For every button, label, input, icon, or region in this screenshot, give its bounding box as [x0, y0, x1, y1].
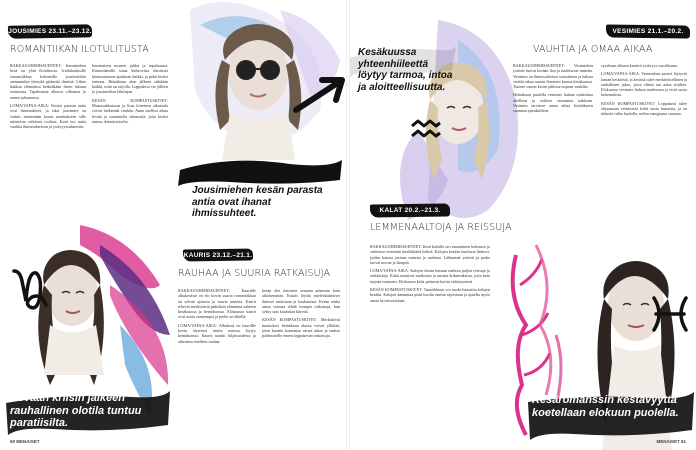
section-headline: VAUHTIA JA OMAA AIKAA	[533, 44, 653, 55]
pull-quote: Kevään kriisin jälkeen rauhallinen olotila tuntuu paratiisilta.	[10, 392, 142, 430]
paragraph: LOMA/VAPAA-AIKA: Kalojen kesän lomaan mahtuu paljon reissuja ja seikkailuja. Kalat nauttivat matkoista ja uusista kokemuksista, joita kesä tarjoaa runsaasti. Elokuussa kalat palaavat kotiin virkistyneinä.	[370, 268, 490, 284]
paragraph: RAKKAUS/IHMISSUHTEET: Jousimiehen kesä on yhtä ilotulitusta. Ivailuhaluisille romantiikkaa kokeneille jousimiehiin aiemminkin yhteyttä pitäneitä ihmisiä. Lähes hukkaa elämäässä hetkeäkään lisein lukuun etoimaata. Tapahtumat alkavat vilkastua jo ennen juhannusta.	[10, 63, 86, 100]
article-column	[262, 288, 340, 443]
article-column	[601, 63, 687, 241]
paragraph: harvinaisen moneet juhlat ja tapahtumat. Kiinnittämillä sinua kiehtovista ihmisistä kiinnostuneen ajatuksen kaikki, ja pidät kesäsi rentona. Heinäkuun alun jälkeen nähdään kaikki, mitä on tarjolla. Loppukesä vie jälleen jo jousimiehen lähtöajan.	[92, 63, 168, 95]
paragraph: KESÄN KOMPASTUSKIVET: Merkittävät muutokset heinäkuun alussa voivat yllättää, joten kauriin kannattaa varata aikaa ja rauhaa pohtimiselle ennen loppukesän ratkaisuja.	[262, 317, 340, 339]
paragraph: RAKKAUS/IHMISSUHTEET: Vesimiehen ystävät tuovat kesään iloa ja tuulettavat tunteita. Vesimies on ihmissuhteissa sosiaalinen ja haluaa viettää aikaa uusien ihmisten kanssa kesäkuussa. Tunteet saavat kesän juhlissa nopean vauhdin.	[513, 63, 593, 90]
paragraph: LOMA/VAPAA-AIKA: Kesäsi parasta antia ovat ihmissuhteet, ja siksi jousimies on valmis menemään kauas nauttiakseen sille tuleneista virkeistä tuulista. Kesä tuo uutta vauhtia ihmissuhteisiin ja ystävyyssuhteisiin.	[10, 103, 86, 130]
pisces-glyph-icon	[648, 296, 692, 332]
sign-dates: VESIMIES 21.1.–20.2.	[612, 28, 684, 35]
article-column	[178, 288, 256, 443]
section-headline: ROMANTIIKAN ILOTULITUSTA	[10, 44, 149, 55]
sign-dates: JOUSIMIES 23.11.–23.12.	[8, 28, 92, 35]
article-column	[370, 244, 490, 444]
paragraph: LOMA/VAPAA-AIKA: Vesimiehen aarteet löytyvät loman keskiöstä, ja kesästä tulee merkityksellinen ja rauhallinen jakso, jossa elämä saa uutta sisältöä. Elokuussa vesimies haluaa matkustaa ja etsiä uusia kokemuksia.	[601, 71, 687, 98]
article-column	[513, 63, 593, 241]
section-headline: LEMMENAALTOJA JA REISSUJA	[370, 222, 512, 233]
right-page	[348, 0, 696, 450]
paragraph: KESÄN KOMPASTUSKIVET: Mustasukkaisuus ja liian kiireinen aikataulu voivat heikentää vauhtia. Anna itsellesi aikaa levätä ja suunnitella tekemisiä, jotta kesäsi tuntuu ikimuistoiselta.	[92, 97, 168, 124]
paragraph: Heinäkuun puolella vesimies haluaa rauhoittua aloilleen ja valitsee seuraansa tarkkaan. Vesimies tarvitsee omaa aikaa löytääkseen suunnan ajatuksilleen.	[513, 92, 593, 114]
capricorn-glyph-icon	[10, 265, 50, 313]
pull-quote: Jousimiehen kesän parasta antia ovat ihanat ihmissuhteet.	[192, 185, 323, 219]
paragraph: RAKKAUS/IHMISSUHTEET: Kesä kaloille on romanttinen kokemus ja suhteissa vietetään mielekkäitä hetkiä. Kalojen kesään kuuluvat ihmiset, joiden kanssa jaetaan tunteita ja unelmia. Lähimmät ystävät ja perhe tuovat turvaa ja lämpöä.	[370, 244, 490, 265]
sagittarius-arrow-icon	[292, 76, 348, 114]
paragraph: kesän olet ihmisten seuraan aiemmin kuin aikaisemmin. Kauris löytää mielenkiintoiset ihmiset tutuistaan ja kaukaisista. Kesän rauha antaa voimaa tehdä isompia ratkaisuja, kun syksy taas kuuluttaa kiireitä.	[262, 288, 340, 315]
paragraph: RAKKAUS/IHMISSUHTEET: Kauriille alkukesästä on elo kovin suurta romantiikkaa tai selvää ajatusta ja suuria tunteita. Kaurit tekevät merkittäviä päätöksiä elämänsä suhteen kesäkuussa ja heinäkuussa. Elokuussa kaurit ovat usein varmempia ja perhe on lähellä.	[178, 288, 256, 320]
section-headline: RAUHAA JA SUURIA RATKAISUJA	[178, 268, 331, 279]
paragraph: KESÄN KOMPASTUSKIVET: Tunteikkuus voi tuoda haasteita kalojen kesään. Kalojen kannattaa pitää huolta omista rajoistaan ja ajatella myös omaa hyvinvointiaan.	[370, 287, 490, 303]
page-number: 60 MENAISET	[10, 439, 40, 444]
paragraph: KESÄN KOMPASTUSKIVET: Loppukesä tulee ohjaamaan vesimiestä kohti uusia haasteita, ja on tärkeää valita huolella, mihin energiansa suuntaa.	[601, 100, 687, 117]
pull-quote: Kesäkuussa yhteenhiileettä löytyy tarmoa, intoa ja aloitteellisuutta.	[358, 47, 453, 93]
page-gutter	[346, 0, 350, 450]
pull-quote: Kesäromanssin kestävyyttä koetellaan elokuun puolella.	[532, 394, 679, 419]
sign-dates: KALAT 20.2.–21.3.	[379, 207, 441, 214]
aquarius-waves-icon	[410, 118, 442, 140]
page-number: MENAISET 61	[656, 439, 686, 444]
sign-dates: KAURIS 23.12.–21.1.	[183, 252, 253, 259]
paragraph: syyskuun alkuun kestävä ystävyys saa alkunsa.	[601, 63, 679, 68]
aquarius-woman-image	[348, 0, 528, 230]
paragraph: LOMA/VAPAA-AIKA: Alkukesä on kaurillle kovin täyteistä, mutta rentous löytyy heinäkuussa. Kauris nauttii hiljaisuudesta ja aiheuttaa itselleen rauhaa.	[178, 322, 256, 344]
article-column	[92, 63, 168, 223]
